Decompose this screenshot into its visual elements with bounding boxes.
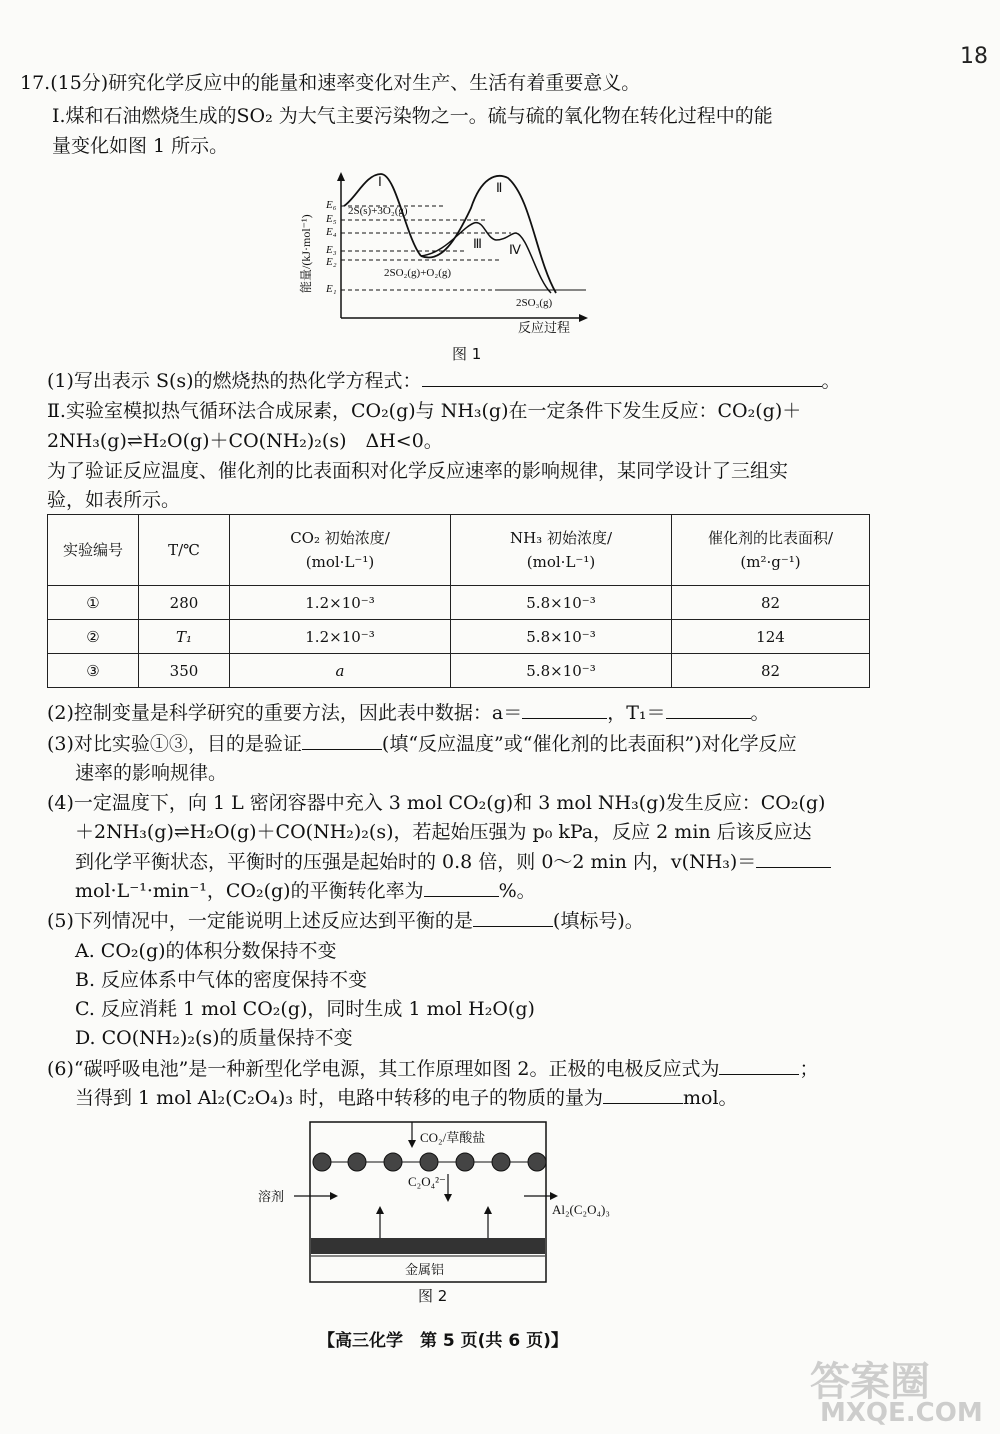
page-footer: 【高三化学 第 5 页(共 6 页)】 <box>318 1331 568 1351</box>
cell: 124 <box>672 620 870 654</box>
level-e2: E₂ <box>326 256 337 268</box>
cell: 5.8×10⁻³ <box>451 586 672 620</box>
q2-t1-blank[interactable] <box>666 700 751 719</box>
species-reactant: 2S(s)+3O₂(g) <box>348 205 408 217</box>
curve-label-4: Ⅳ <box>509 242 521 257</box>
cell: 350 <box>139 654 230 688</box>
q2-a-blank[interactable] <box>522 700 607 719</box>
q2-end: 。 <box>750 702 770 724</box>
q2-text-a: (2)控制变量是科学研究的重要方法，因此表中数据：a＝ <box>47 702 523 724</box>
level-e1: E₁ <box>326 283 337 295</box>
curve-label-1: Ⅰ <box>378 174 382 189</box>
level-e3: E₃ <box>326 244 337 256</box>
cell: 5.8×10⁻³ <box>451 620 672 654</box>
q6-electron-blank[interactable] <box>603 1085 683 1104</box>
cell: 1.2×10⁻³ <box>230 620 451 654</box>
battery-diagram <box>240 1118 660 1288</box>
part1-line1: Ⅰ.煤和石油燃烧生成的SO₂ 为大气主要污染物之一。硫与硫的氧化物在转化过程中的能 <box>52 105 773 127</box>
q5-text-b: (填标号)。 <box>552 910 644 932</box>
q4-rate-blank[interactable] <box>756 849 831 868</box>
part1-line2: 量变化如图 1 所示。 <box>52 135 229 157</box>
table-row <box>48 654 870 688</box>
cell: 82 <box>672 654 870 688</box>
q4-line2: ＋2NH₃(g)⇌H₂O(g)＋CO(NH₂)₂(s)，若起始压强为 p₀ kPa，反应 2 min 后该反应达 <box>75 821 812 843</box>
q4-conversion-blank[interactable] <box>424 878 499 897</box>
q4-text: 到化学平衡状态，平衡时的压强是起始时的 0.8 倍，则 0～2 min 内，v(NH₃)＝ <box>75 851 757 873</box>
q3-blank[interactable] <box>302 731 382 750</box>
q6-sep: ； <box>799 1058 819 1080</box>
aluminum-metal-label: 金属铝 <box>405 1262 445 1277</box>
process-axis-label: 反应过程 <box>518 320 571 335</box>
q4-text-b: mol·L⁻¹·min⁻¹，CO₂(g)的平衡转化率为 <box>75 880 424 902</box>
watermark-url: MXQE.COM <box>820 1398 983 1428</box>
q5-line <box>47 908 644 934</box>
energy-diagram <box>296 168 596 338</box>
q6-unit: mol。 <box>682 1087 738 1109</box>
q1-line <box>47 368 841 394</box>
q6-text-b: 当得到 1 mol Al₂(C₂O₄)₃ 时，电路中转移的电子的物质的量为 <box>75 1087 603 1109</box>
co2-oxalate-label: CO₂/草酸盐 <box>420 1130 486 1145</box>
q5-text-a: (5)下列情况中，一定能说明上述反应达到平衡的是 <box>47 910 473 932</box>
q4-line3 <box>75 849 831 875</box>
q2-text-b: ，T₁＝ <box>607 702 666 724</box>
q6-text-a: (6)“碳呼吸电池”是一种新型化学电源，其工作原理如图 2。正极的电极反应式为 <box>47 1058 720 1080</box>
header-co2-conc: CO₂ 初始浓度/ (mol·L⁻¹) <box>230 515 451 586</box>
part2-line3: 为了验证反应温度、催化剂的比表面积对化学反应速率的影响规律，某同学设计了三组实 <box>47 460 789 482</box>
q6-line1 <box>47 1056 819 1082</box>
part2-line4: 验，如表所示。 <box>47 489 181 511</box>
q3-line2: 速率的影响规律。 <box>75 762 228 784</box>
q5-option-a: A. CO₂(g)的体积分数保持不变 <box>75 940 337 962</box>
q1-answer-blank[interactable] <box>422 368 822 387</box>
q6-electrode-blank[interactable] <box>719 1056 799 1075</box>
cell: 1.2×10⁻³ <box>230 586 451 620</box>
cell: 5.8×10⁻³ <box>451 654 672 688</box>
table-row <box>48 586 870 620</box>
q1-text: (1)写出表示 S(s)的燃烧热的热化学方程式： <box>47 370 422 392</box>
q3-text-a: (3)对比实验①③，目的是验证 <box>47 733 302 755</box>
q5-option-c: C. 反应消耗 1 mol CO₂(g)，同时生成 1 mol H₂O(g) <box>75 998 535 1020</box>
figure1-caption: 图 1 <box>452 345 482 363</box>
q5-blank[interactable] <box>473 908 553 927</box>
cell: ① <box>48 586 139 620</box>
experiment-table <box>47 514 870 688</box>
oxalate-ion-label: C₂O₄²⁻ <box>408 1174 446 1189</box>
q3-text-b: (填“反应温度”或“催化剂的比表面积”)对化学反应 <box>381 733 797 755</box>
energy-axis-label: 能量/(kJ·mol⁻¹) <box>299 214 313 293</box>
question-header: 17.(15分)研究化学反应中的能量和速率变化对生产、生活有着重要意义。 <box>20 72 641 94</box>
q4-line1: (4)一定温度下，向 1 L 密闭容器中充入 3 mol CO₂(g)和 3 mol NH₃(g)发生反应：CO₂(g) <box>47 792 826 814</box>
header-nh3-conc: NH₃ 初始浓度/ (mol·L⁻¹) <box>451 515 672 586</box>
curve-label-3: Ⅲ <box>473 236 482 251</box>
level-e5: E₅ <box>326 213 337 225</box>
q3-line <box>47 731 797 757</box>
q4-percent: %。 <box>498 880 536 902</box>
cell: 280 <box>139 586 230 620</box>
part2-line2: 2NH₃(g)⇌H₂O(g)＋CO(NH₂)₂(s) ΔH<0。 <box>47 430 443 452</box>
level-e4: E₄ <box>326 226 337 238</box>
header-catalyst-area: 催化剂的比表面积/ (m²·g⁻¹) <box>672 515 870 586</box>
cell: 82 <box>672 586 870 620</box>
q5-option-b: B. 反应体系中气体的密度保持不变 <box>75 969 368 991</box>
cell: a <box>230 654 451 688</box>
cell: ③ <box>48 654 139 688</box>
level-e6: E₆ <box>326 199 337 211</box>
q5-option-d: D. CO(NH₂)₂(s)的质量保持不变 <box>75 1027 353 1049</box>
cell: T₁ <box>139 620 230 654</box>
q6-line2 <box>75 1085 738 1111</box>
watermark-logo: 答案圈 <box>810 1359 930 1405</box>
q1-end: 。 <box>821 370 841 392</box>
figure2-caption: 图 2 <box>418 1287 448 1305</box>
species-intermediate: 2SO₂(g)+O₂(g) <box>384 267 452 279</box>
table-row <box>48 620 870 654</box>
table-header-row <box>48 515 870 586</box>
aluminum-oxalate-label: Al₂(C₂O₄)₃ <box>552 1202 610 1217</box>
header-exp-no: 实验编号 <box>48 515 139 586</box>
q4-line4 <box>75 878 536 904</box>
solvent-label: 溶剂 <box>258 1189 285 1204</box>
q2-line <box>47 700 770 726</box>
curve-label-2: Ⅱ <box>496 180 503 195</box>
species-product: 2SO₃(g) <box>516 297 553 309</box>
page-corner-number: 18 <box>960 44 988 69</box>
header-temperature: T/℃ <box>139 515 230 586</box>
part2-line1: Ⅱ.实验室模拟热气循环法合成尿素，CO₂(g)与 NH₃(g)在一定条件下发生反应：CO₂(g)＋ <box>47 400 802 422</box>
cell: ② <box>48 620 139 654</box>
